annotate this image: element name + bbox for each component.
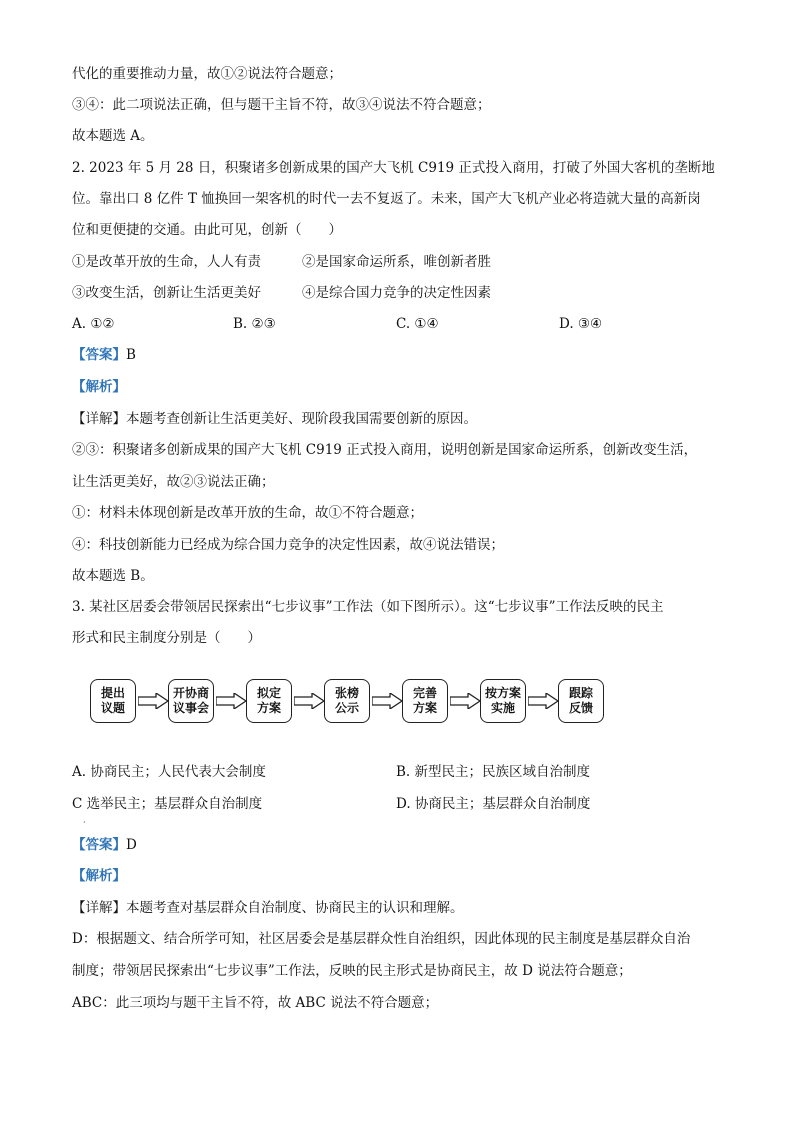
detail-text: 本题考查对基层群众自治制度、协商民主的认识和理解。 — [126, 900, 464, 916]
right-arrow-icon — [294, 693, 324, 709]
q3-option-d: D. 协商民主；基层群众自治制度 — [396, 796, 591, 812]
right-arrow-icon — [138, 693, 168, 709]
text-line: ABC：此三项均与题干主旨不符，故 ABC 说法不符合题意； — [72, 995, 439, 1011]
question-2-stem: 2. 2023 年 5 月 28 日，积聚诸多创新成果的国产大飞机 C919 正式投入商用，打破了外国大客机的垄断地 — [72, 160, 715, 176]
q3-option-b: B. 新型民主；民族区域自治制度 — [396, 764, 591, 780]
right-arrow-icon — [372, 693, 402, 709]
text-line: 故本题选 B。 — [72, 568, 154, 584]
analysis-label: 【解析】 — [72, 868, 126, 884]
detail-label: 【详解】 — [72, 900, 126, 916]
answer-label: 【答案】 — [72, 347, 126, 363]
flow-step-text: 跟踪 — [568, 686, 593, 700]
flow-step-text: 议题 — [100, 701, 125, 715]
q2-statement-2: ②是国家命运所系，唯创新者胜 — [302, 254, 491, 270]
q2-option-b: B. ②③ — [233, 316, 276, 332]
flow-step-text: 公示 — [334, 701, 359, 715]
flow-step — [402, 679, 448, 723]
analysis-label: 【解析】 — [72, 379, 126, 395]
flow-step-text: 方案 — [256, 701, 281, 715]
flow-step-text: 拟定 — [256, 686, 281, 700]
detail-label: 【详解】 — [72, 411, 126, 427]
q2-detail — [72, 409, 477, 429]
text-line: ②③：积聚诸多创新成果的国产大飞机 C919 正式投入商用，说明创新是国家命运所系，创新改变生活， — [72, 442, 698, 458]
q3-analysis-label — [72, 866, 126, 886]
right-arrow-icon — [216, 693, 246, 709]
text-line: ④：科技创新能力已经成为综合国力竞争的决定性因素，故④说法错误； — [72, 537, 504, 553]
text-line: 故本题选 A。 — [72, 128, 154, 144]
flow-step-text: 张榜 — [334, 686, 359, 700]
question-2-stem: 位。靠出口 8 亿件 T 恤换回一架客机的时代一去不复返了。未来，国产大飞机产业必将造就大量的高新岗 — [72, 191, 701, 207]
detail-text: 本题考查创新让生活更美好、现阶段我国需要创新的原因。 — [126, 411, 477, 427]
flow-step-text: 提出 — [100, 686, 125, 700]
q2-analysis-label — [72, 377, 126, 397]
answer-label: 【答案】 — [72, 837, 126, 853]
q2-option-a: A. ①② — [72, 316, 115, 332]
q3-detail — [72, 898, 464, 918]
q2-statement-1: ①是改革开放的生命，人人有责 — [72, 254, 261, 270]
q3-option-a: A. 协商民主；人民代表大会制度 — [72, 764, 266, 780]
text-line: ③④：此二项说法正确，但与题干主旨不符，故③④说法不符合题意； — [72, 97, 491, 113]
right-arrow-icon — [450, 693, 480, 709]
answer-value: B — [126, 347, 136, 363]
q3-option-c: C 选举民主；基层群众自治制度 — [72, 796, 263, 812]
question-3-stem: 3. 某社区居委会带领居民探索出“七步议事”工作法（如下图所示）。这“七步议事”工作法反映的民主 — [72, 599, 664, 615]
answer-value: D — [126, 837, 137, 853]
flow-step-text: 反馈 — [568, 701, 593, 715]
flow-step — [558, 679, 604, 723]
text-line: 让生活更美好，故②③说法正确； — [72, 474, 275, 490]
text-line: 代化的重要推动力量，故①②说法符合题意； — [72, 66, 342, 82]
flow-step-text: 按方案 — [484, 686, 521, 700]
q2-option-d: D. ③④ — [559, 316, 603, 332]
flow-step-text: 完善 — [412, 686, 437, 700]
stray-dot: · — [83, 818, 86, 827]
q2-statement-4: ④是综合国力竞争的决定性因素 — [302, 285, 491, 301]
flow-step-text: 实施 — [490, 701, 515, 715]
flow-step-text: 开协商 — [172, 686, 209, 700]
flow-step — [168, 679, 214, 723]
text-line: D：根据题文、结合所学可知，社区居委会是基层群众性自治组织，因此体现的民主制度是基层群众自治 — [72, 931, 691, 947]
flow-step — [480, 679, 526, 723]
q2-statement-3: ③改变生活，创新让生活更美好 — [72, 285, 261, 301]
question-2-stem: 位和更便捷的交通。由此可见，创新（ ） — [72, 222, 342, 238]
text-line: 制度；带领居民探索出“七步议事”工作法，反映的民主形式是协商民主，故 D 说法符合题意； — [72, 963, 632, 979]
flow-step-text: 方案 — [412, 701, 437, 715]
flow-step — [246, 679, 292, 723]
text-line: ①：材料未体现创新是改革开放的生命，故①不符合题意； — [72, 505, 423, 521]
seven-step-flowchart — [90, 679, 610, 735]
q2-answer — [72, 345, 136, 365]
flow-step-text: 议事会 — [172, 701, 209, 715]
q3-answer — [72, 835, 137, 855]
flow-step — [90, 679, 136, 723]
flow-step — [324, 679, 370, 723]
question-3-stem: 形式和民主制度分别是（ ） — [72, 630, 261, 646]
right-arrow-icon — [528, 693, 558, 709]
q2-option-c: C. ①④ — [396, 316, 439, 332]
